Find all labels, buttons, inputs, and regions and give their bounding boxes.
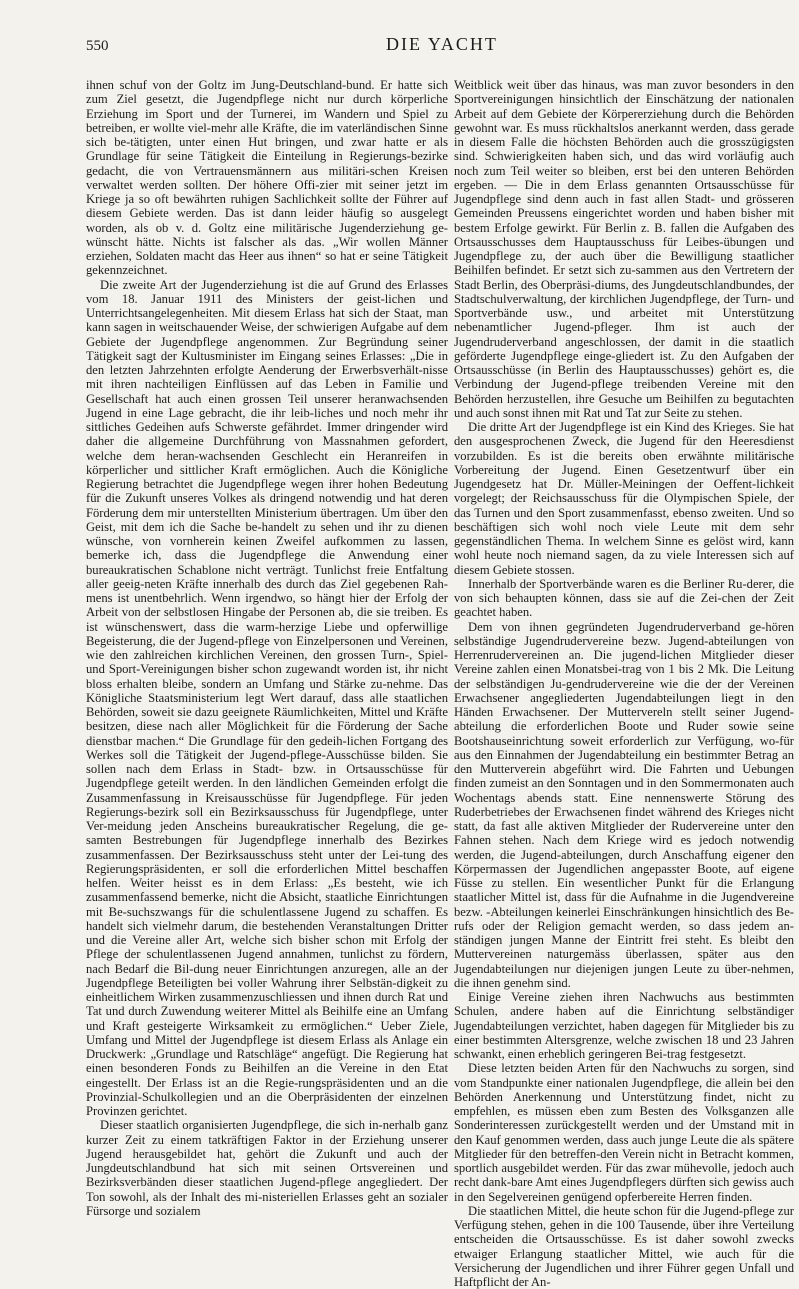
page-header (86, 30, 782, 56)
paragraph: Innerhalb der Sportverbände waren es die Berliner Ru-derer, die von sich behaupten können, dass sie auf die Zei-chen der Zeit geachtet haben. (454, 576, 794, 620)
paragraph: ihnen schuf von der Goltz im Jung-Deutschland-bund. Er hatte sich zum Ziel gesetzt, die Jugendpflege nicht nur durch körperliche Erziehung im Sport und der Turnerei, im Wandern und Spiel zu betreiben, er wollte viel-mehr alle Kräfte, die im vaterländischen Sinne sich be-tätigten, unter einen Hut bringen, und zwar hatte er als Grundlage für seine Tätigkeit die Einteilung in Regierungs-bezirke gedacht, die von Vertrauensmännern aus militäri-schen Kreisen verwaltet werden sollten. Der höhere Offi-zier mit seiner jetzt im Kriege ja so oft bewährten ruhigen Sachlichkeit sollte der Führer auf diesem Gebiete werden. Das ist dann leider häufig so ausgelegt worden, als ob v. d. Goltz eine militärische Jugenderziehung ge-wünscht hätte. Nichts ist falscher als das. „Wir wollen Männer erziehen, Soldaten macht das Heer aus ihnen“ so hat er seine Tätigkeit gekennzeichnet. (86, 78, 448, 278)
left-column (86, 78, 448, 1218)
paragraph: Die staatlichen Mittel, die heute schon für die Jugend-pflege zur Verfügung stehen, gehen in die 100 Tausende, über ihre Verteilung entscheiden die Ortsausschüsse. Es ist daher sowohl zwecks etwaiger Erlangung staatlicher Mittel, wie auch für die Versicherung der Jugendlichen und ihrer Führer gegen Unfall und Haftpflicht der An- (454, 1203, 794, 1289)
right-column (454, 78, 794, 1289)
paragraph: Einige Vereine ziehen ihren Nachwuchs aus bestimmten Schulen, andere haben auf die Einrichtung selbständiger Jugendabteilungen verzichtet, haben dagegen für Mitglieder bis zu einer bestimmten Altersgrenze, welche zwischen 18 und 23 Jahren schwankt, einen erheblich geringeren Bei-trag festgesetzt. (454, 990, 794, 1061)
paragraph: Die zweite Art der Jugenderziehung ist die auf Grund des Erlasses vom 18. Januar 1911 des Ministers der geist-lichen und Unterrichtsangelegenheiten. Mit diesem Erlass hat sich der Staat, man kann sagen in weitschauender Weise, der schwierigen Aufgabe auf dem Gebiete der Jugendpflege angenommen. Zur Begründung seiner Tätigkeit sagt der Kultusminister im Eingang seines Erlasses: „Die in den letzten Jahrzehnten erfolgte Aenderung der Erwerbsverhält-nisse mit ihren nachteiligen Einflüssen auf das Leben in Familie und Gesellschaft hat auch einen grossen Teil unserer heranwachsenden Jugend in eine Lage gebracht, die ihr leib-liches und noch mehr ihr sittliches Gedeihen aufs Schwerste gefährdet. Immer dringender wird daher die allgemeine Durchführung von Massnahmen gefordert, welche dem heran-wachsenden Geschlecht ein Heranreifen in körperlicher und sittlicher Kraft ermöglichen. Auch die Königliche Regierung betrachtet die Jugendpflege wegen ihrer hohen Bedeutung für die Zukunft unseres Volkes als dringend notwendig und hat deren Förderung dem mir unterstellten Ministerium übertragen. Um über den Geist, mit dem ich die Sache be-handelt zu sehen und ihr zu dienen wünsche, von vornherein keinen Zweifel aufkommen zu lassen, bemerke ich, dass die Jugendpflege die Anwendung einer bureaukratischen Schablone nicht verträgt. Tunlichst freie Entfaltung aller geeig-neten Kräfte innerhalb des durch das Ziel gegebenen Rah-mens ist unentbehrlich. Wenn irgendwo, so hängt hier der Erfolg der Arbeit von der selbstlosen Hingabe der Personen ab, die sie treiben. Es ist wünschenswert, dass die warm-herzige Liebe und opferwillige Begeisterung, die der Jugend-pflege von Einzelpersonen und Vereinen, wie den zahlreichen kirchlichen Vereinen, den grossen Turn-, Spiel- und Sport-Vereinigungen bisher schon zugewandt worden ist, ihr nicht bloss erhalten bleibe, sondern an Umfang und Stärke zu-nehme. Das Königliche Staatsministerium legt Wert darauf, dass alle staatlichen Behörden, soweit sie dazu geeignete Räumlichkeiten, Mittel und Kräfte besitzen, diese nach aller Möglichkeit für die Förderung der Sache dienstbar machen.“ Die Grundlage für den gedeih-lichen Fortgang des Werkes soll die Tätigkeit der Jugend-pflege-Ausschüsse bilden. Sie sollen nach dem Erlass in Stadt- bzw. in Ortsausschüsse für Jugendpflege geteilt werden. In den ländlichen Gemeinden erfolgt die Zusammenfassung in Kreisausschüsse für Jugendpflege. Für jeden Regierungs-bezirk soll ein Bezirksausschuss für Jugendpflege, unter Ver-meidung jeden Anscheins bureaukratischer Regelung, die ge-samten Bestrebungen für Jugendpflege innerhalb des Bezirkes zusammenfassen. Der Bezirksausschuss steht unter der Lei-tung des Regierungspräsidenten, er soll die erforderlichen Mittel beschaffen helfen. Weiter heisst es in dem Erlass: „Es besteht, wie ich zusammenfassend bemerke, nicht die Absicht, staatliche Einrichtungen mit Be-suchszwangs für die schulentlassene Jugend zu schaffen. Es handelt sich vielmehr darum, die bestehenden Veranstaltungen Dritter und die Vereine aller Art, welche sich bisher schon mit Erfolg der Pflege der schulentlassenen Jugend annahmen, tunlichst zu fördern, nach Bedarf die Bil-dung neuer Einrichtungen anzuregen, alle an der Jugendpflege Beteiligten bei voller Wahrung ihrer Selbstän-digkeit zu einheitlichem Wirken zusammenzuschliessen und ihnen durch Rat und Tat und durch Zuwendung weiterer Mittel als Beihilfe eine an Umfang und Kraft gesteigerte Wirksamkeit zu ermöglichen.“ Ueber Ziele, Umfang und Mittel der Jugendpflege ist diesem Erlass als Anlage ein Druckwerk: „Grundlage und Ratschläge“ angefügt. Die Regierung hat einen besonderen Fonds zu Beihilfen an die Vereine in den Etat eingestellt. Der Erlass ist an die Regie-rungspräsidenten und an die Provinzial-Schulkollegien und an die Oberpräsidenten der einzelnen Provinzen gerichtet. (86, 277, 448, 1118)
paragraph: Diese letzten beiden Arten für den Nachwuchs zu sorgen, sind vom Standpunkte einer nationalen Jugendpflege, die allein bei den Behörden Anerkennung und Unterstützung findet, nicht zu empfehlen, es müssen eben zum Besten des Volksganzen alle Sonderinteressen zurückgestellt werden und der Umstand mit in den Kauf genommen werden, dass auch junge Leute die als spätere Mitglieder für den betreffen-den Verein nicht in Betracht kommen, sportlich ausgebildet werden. Für das zwar mühevolle, jedoch auch recht dank-bare Amt eines Jugendpflegers dürften sich gewiss auch in den Segelvereinen genügend opferbereite Herren finden. (454, 1061, 794, 1204)
running-title: DIE YACHT (386, 34, 498, 54)
paragraph: Dem von ihnen gegründeten Jugendruderverband ge-hören selbständige Jugendrudervereine bezw. Jugend-abteilungen von Herrenrudervereinen an. Die jugend-lichen Mitglieder dieser Vereine zahlen einen Monatsbei-trag von 1 bis 2 Mk. Die Leitung der selbständigen Ju-gendrudervereine wie die der der Vereinen Erwachsener angegliederten Jugendabteilungen liegt in den Händen Erwachsener. Der Muttervereln stellt seiner Jugend-abteilung die erforderlichen Boote und Ruder sowie seine Bootshauseinrichtung soweit erforderlich zur Verfügung, wo-für aus den Einnahmen der Jugendabteilung ein bestimmter Betrag an den Mutterverein abgeführt wird. Die Fahrten und Uebungen finden zumeist an den Sonntagen und in den Sommermonaten auch Wochentags abends statt. Eine nennenswerte Störung des Ruderbetriebes der Erwachsenen findet während des Krieges nicht statt, da fast alle aktiven Mitglieder der Rudervereine unter den Fahnen stehen. Nach dem Kriege wird es jedoch notwendig werden, die Jugend-abteilungen, durch Anschaffung eigener den Körpermassen der Jugendlichen angepasster Boote, auf eigene Füsse zu stellen. Ein wesentlicher Punkt für die Erlangung staatlicher Mittel ist, dass für die Aufnahme in die Jugendvereine bezw. -Abteilungen keinerlei Einschränkungen hinsichtlich des Be-rufs oder der Religion gemacht werden, so dass jedem an-ständigen jungen Manne der Eintritt frei steht. Es bleibt den Muttervereinen naturgemäss überlassen, später aus den Jugendabteilungen nur diejenigen jungen Leute zu über-nehmen, die ihnen genehm sind. (454, 619, 794, 990)
paragraph: Dieser staatlich organisierten Jugendpflege, die sich in-nerhalb ganz kurzer Zeit zu einem tatkräftigen Faktor in der Erziehung unserer Jugend herausgebildet hat, gehört die Zukunft und auch der Jungdeutschlandbund hat sich mit seinen Ortsvereinen und Bezirksverbänden dieser staatlichen Jugend-pflege angegliedert. Der Ton sowohl, als der Inhalt des mi-nisteriellen Erlasses geht an sozialer Fürsorge und sozialem (86, 1118, 448, 1218)
page-number: 550 (86, 38, 109, 54)
paragraph: Die dritte Art der Jugendpflege ist ein Kind des Krieges. Sie hat den ausgesprochenen Zweck, die Jugend für den Heeresdienst vorzubilden. Es ist die bereits oben erwähnte militärische Vorbereitung der Jugend. Einen Gesetzentwurf über ein Jugendgesetz hat Dr. Müller-Meiningen der Oeffent-lichkeit vorgelegt; der Reichsausschuss für die Olympischen Spiele, der das Turnen und den Sport zusammenfasst, ebenso zweiten. Und so beschäftigen sich wohl noch viele Leute mit dem sehr gegenständlichen Thema. In welchem Sinne es gelöst wird, kann wohl heute noch niemand sagen, da zu viele Interessen sich auf diesem Gebiete stossen. (454, 420, 794, 577)
paragraph: Weitblick weit über das hinaus, was man zuvor besonders in den Sportvereinigungen hinsichtlich der Einschätzung der nationalen Arbeit auf dem Gebiete der Körpererziehung durch die Behörden gewohnt war. Es muss rückhaltslos anerkannt werden, dass gerade in diesem Falle die höchsten Behörden auch die grosszügigsten sind. Schwierigkeiten haben sich, und das wird vorläufig auch noch zum Teil weiter so bleiben, erst bei den unteren Behörden ergeben. — Die in dem Erlass genannten Ortsausschüsse für Jugendpflege sind denn auch in fast allen Stadt- und grösseren Gemeinden Preussens eingerichtet worden und haben bisher mit bestem Erfolge gewirkt. Für Berlin z. B. fallen die Aufgaben des Ortsausschusses dem Hauptausschuss für Leibes-übungen und Jugendpflege zu, der auch über die Bewilligung staatlicher Beihilfen befindet. Er setzt sich zu-sammen aus den Vertretern der Stadt Berlin, des Oberpräsi-diums, des Jungdeutschlandbundes, der Stadtschulverwaltung, der kirchlichen Jugendpflege, der Turn- und Sportverbände usw., und arbeitet mit Unterstützung nebenamtlicher Jugend-pfleger. Ihm ist auch der Jugendruderverband angeschlossen, der damit in die staatlich geförderte Jugendpflege einge-gliedert ist. Zu den Aufgaben der Ortsausschüsse (in Berlin des Hauptausschusses) gehört es, die Verbindung der Jugend-pflege treibenden Vereine mit den Behörden herzustellen, ihre Gesuche um Beihilfen zu begutachten und auch sonst ihnen mit Rat und Tat zur Seite zu stehen. (454, 78, 794, 420)
